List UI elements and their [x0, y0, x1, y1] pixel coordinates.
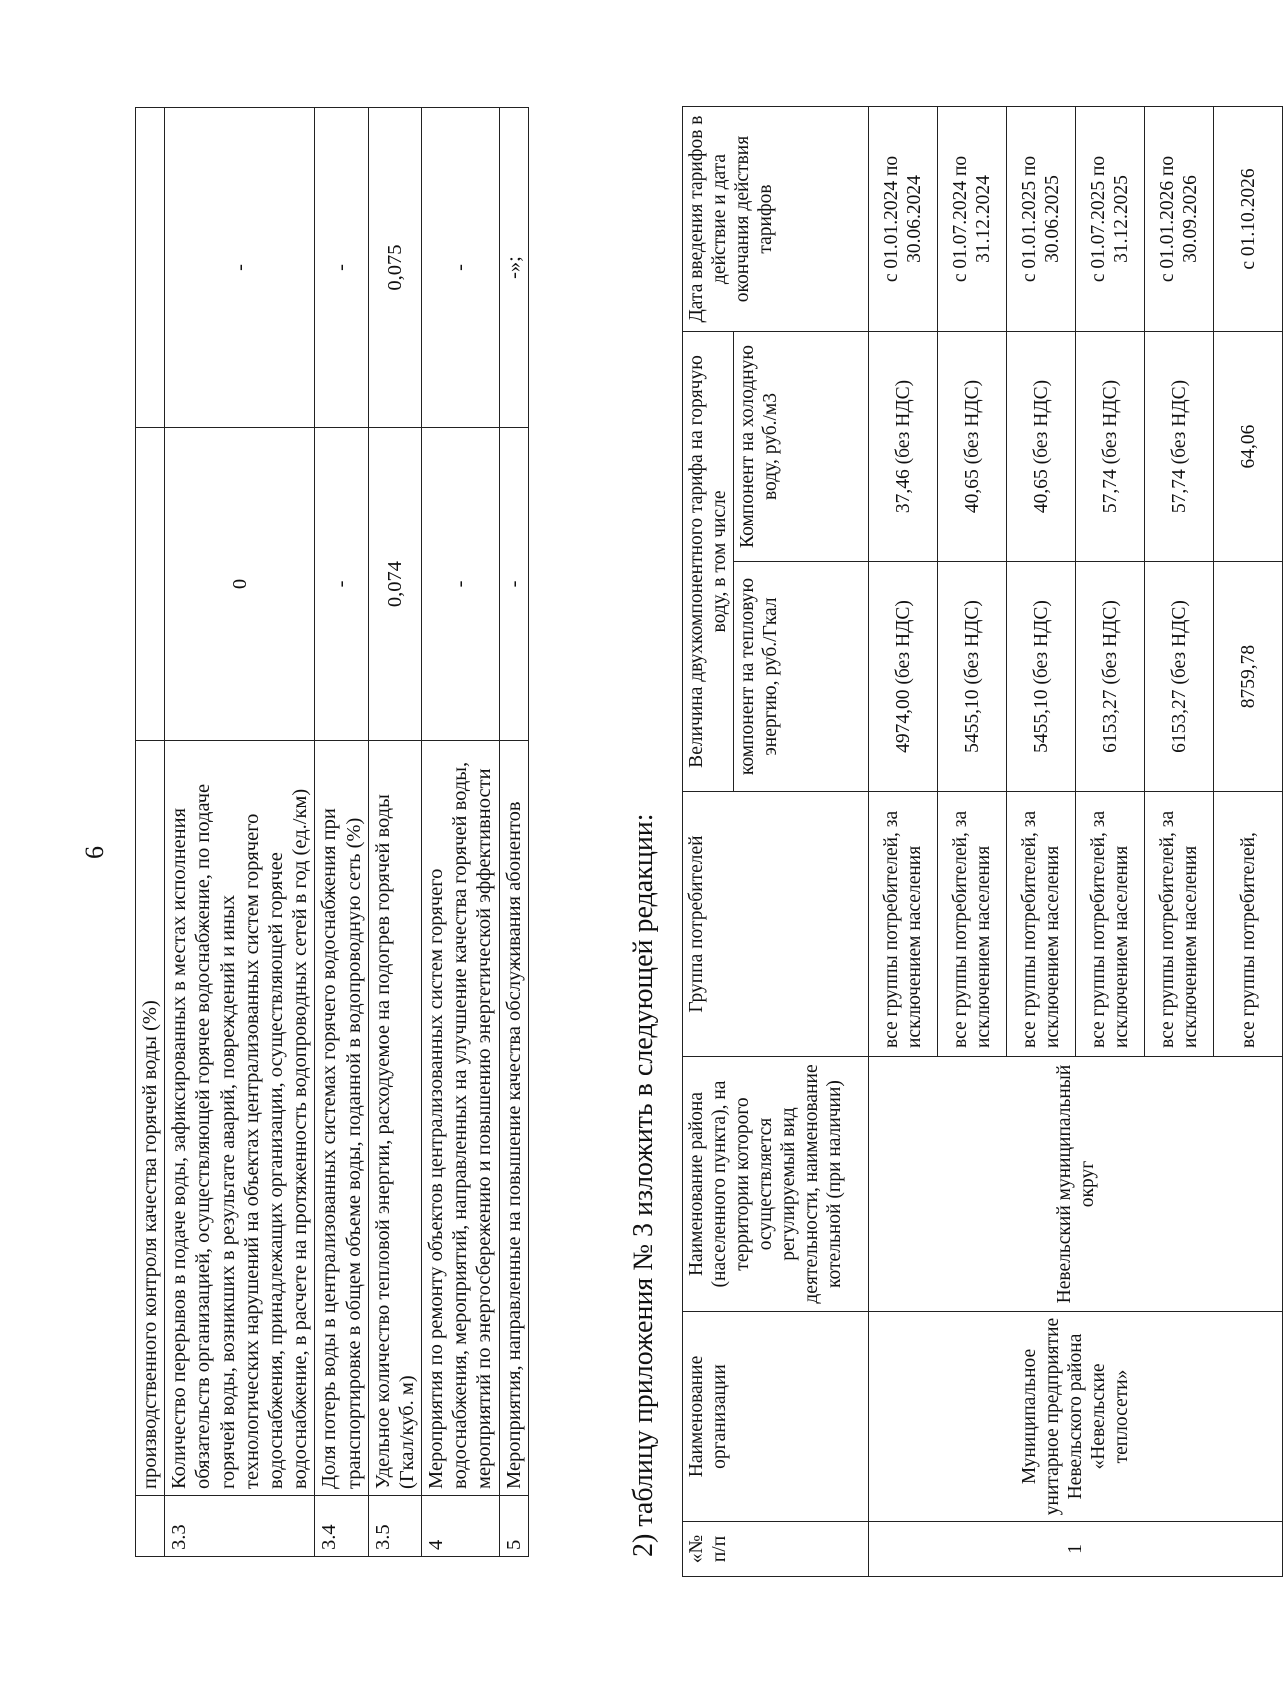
- header-organization: Наименование организации: [683, 1312, 869, 1522]
- cold-component: 40,65 (без НДС): [1007, 332, 1076, 562]
- consumer-group: все группы потребителей, за исключением населения: [1076, 792, 1145, 1057]
- value-cell: -: [315, 108, 368, 428]
- header-tariff: Величина двухкомпонентного тарифа на горячую воду, в том числе: [683, 332, 734, 792]
- heat-component: 5455,10 (без НДС): [938, 562, 1007, 792]
- row-number: 3.3: [165, 1496, 315, 1557]
- cold-component: 57,74 (без НДС): [1076, 332, 1145, 562]
- row-description: производственного контроля качества горячей воды (%): [136, 741, 165, 1496]
- row-number: 5: [499, 1496, 528, 1557]
- header-heat-component: компонент на тепловую энергию, руб./Гкал: [734, 562, 869, 792]
- table-row: [165, 108, 315, 1557]
- section-heading: 2) таблицу приложения № 3 изложить в следующей редакции:: [628, 813, 659, 1557]
- heat-component: 5455,10 (без НДС): [1007, 562, 1076, 792]
- header-dates: Дата введения тарифов в действие и дата окончания действия тарифов: [683, 107, 869, 332]
- value-cell: 0,075: [368, 108, 421, 428]
- header-district: Наименование района (населенного пункта), на территории которого осуществляется регулируемый вид деятельности, наименование котельной (при наличии): [683, 1057, 869, 1312]
- indicators-table: [135, 107, 529, 1557]
- value-cell: [136, 108, 165, 428]
- table-row: [499, 108, 528, 1557]
- row-description: Доля потерь воды в централизованных системах горячего водоснабжения при транспортировке в общем объеме воды, поданной в водопроводную сеть (%): [315, 741, 368, 1496]
- page-number: 6: [80, 846, 109, 859]
- entity-district: Невельский муниципальный округ: [869, 1057, 1283, 1312]
- value-cell: -: [422, 108, 500, 428]
- cold-component: 40,65 (без НДС): [938, 332, 1007, 562]
- table-row: [869, 107, 938, 1577]
- cold-component: 64,06: [1214, 332, 1283, 562]
- row-description: Количество перерывов в подаче воды, зафиксированных в местах исполнения обязательств организацией, осуществляющей горячее водоснабжение, по подаче горячей воды, возникших в результате аварий, повреждений и иных технологических нарушений на объектах централизованных систем горячего водоснабжения, принадлежащих организации, осуществляющей горячее водоснабжение, в расчете на протяженность водопроводных сетей в год (ед./км): [165, 741, 315, 1496]
- table-row: [315, 108, 368, 1557]
- tariff-dates: с 01.07.2025 по 31.12.2025: [1076, 107, 1145, 332]
- value-cell: -: [165, 108, 315, 428]
- value-cell: 0: [165, 428, 315, 741]
- consumer-group: все группы потребителей, за исключением населения: [1007, 792, 1076, 1057]
- value-cell: 0,074: [368, 428, 421, 741]
- tariff-dates: с 01.01.2026 по 30.09.2026: [1145, 107, 1214, 332]
- value-cell: [136, 428, 165, 741]
- tariff-dates: с 01.01.2024 по 30.06.2024: [869, 107, 938, 332]
- row-number: 3.5: [368, 1496, 421, 1557]
- tariff-dates: с 01.07.2024 по 31.12.2024: [938, 107, 1007, 332]
- consumer-group: все группы потребителей, за исключением населения: [1145, 792, 1214, 1057]
- row-number: [136, 1496, 165, 1557]
- header-consumer-group: Группа потребителей: [683, 792, 869, 1057]
- value-cell: -: [422, 428, 500, 741]
- consumer-group: все группы потребителей, за исключением населения: [869, 792, 938, 1057]
- cold-component: 37,46 (без НДС): [869, 332, 938, 562]
- header-cold-component: Компонент на холодную воду, руб./м3: [734, 332, 869, 562]
- row-number: 3.4: [315, 1496, 368, 1557]
- row-description: Удельное количество тепловой энергии, расходуемое на подогрев горячей воды (Гкал/куб. м): [368, 741, 421, 1496]
- tariff-table: [682, 106, 1283, 1577]
- heat-component: 6153,27 (без НДС): [1076, 562, 1145, 792]
- value-cell: -: [499, 428, 528, 741]
- header-row: [683, 107, 734, 1577]
- table-row: [368, 108, 421, 1557]
- heat-component: 8759,78: [1214, 562, 1283, 792]
- cold-component: 57,74 (без НДС): [1145, 332, 1214, 562]
- row-number: 4: [422, 1496, 500, 1557]
- entity-organization: Муниципальное унитарное предприятие Невельского района «Невельские теплосети»: [869, 1312, 1283, 1522]
- value-cell: -: [315, 428, 368, 741]
- row-description: Мероприятия, направленные на повышение качества обслуживания абонентов: [499, 741, 528, 1496]
- table-row: [136, 108, 165, 1557]
- consumer-group: все группы потребителей,: [1214, 792, 1283, 1057]
- header-num: «№ п/п: [683, 1522, 869, 1577]
- heat-component: 4974,00 (без НДС): [869, 562, 938, 792]
- tariff-dates: с 01.01.2025 по 30.06.2025: [1007, 107, 1076, 332]
- value-cell: -»;: [499, 108, 528, 428]
- tariff-dates: с 01.10.2026: [1214, 107, 1283, 332]
- entity-number: 1: [869, 1522, 1283, 1577]
- heat-component: 6153,27 (без НДС): [1145, 562, 1214, 792]
- row-description: Мероприятия по ремонту объектов централизованных систем горячего водоснабжения, мероприятий, направленных на улучшение качества горячей воды, мероприятий по энергосбережению и повышению энергетической эффективности: [422, 741, 500, 1496]
- table-row: [422, 108, 500, 1557]
- consumer-group: все группы потребителей, за исключением населения: [938, 792, 1007, 1057]
